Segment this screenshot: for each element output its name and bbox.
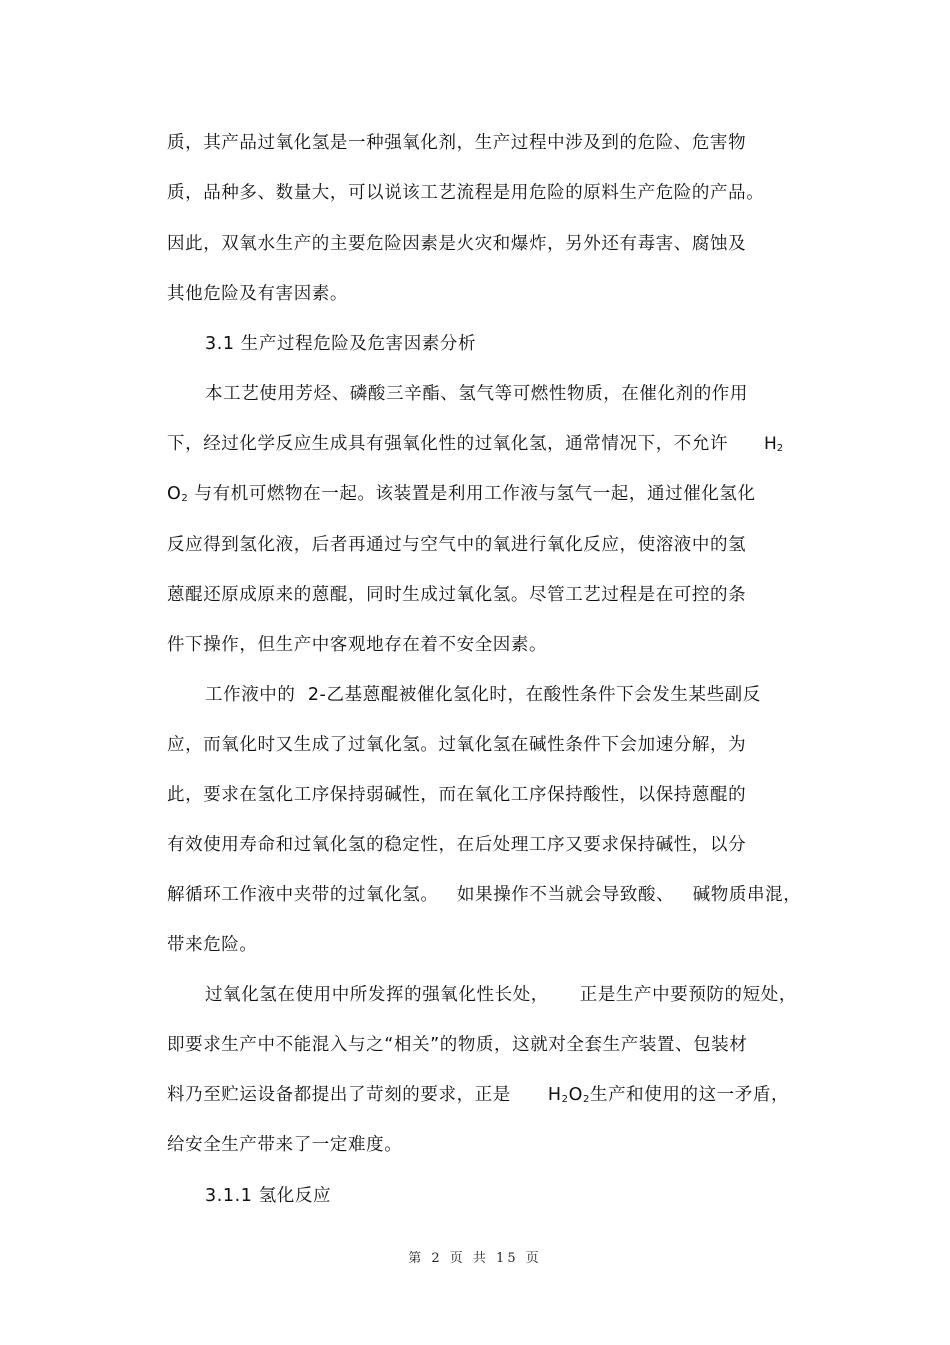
text-line: 给安全生产带来了一定难度。 (167, 1135, 403, 1155)
text-line: 工作液中的 2-乙基蒽醌被催化氢化时，在酸性条件下会发生某些副反 (205, 685, 761, 705)
text-line-with-formula: $O_2$ 与有机可燃物在一起。该装置是利用工作液与氢气一起，通过催化氢化 (167, 484, 756, 504)
section-heading-3-1: 3.1 生产过程危险及危害因素分析 (205, 334, 477, 354)
text-line: 解循环工作液中夹带的过氧化氢。 如果操作不当就会导致酸、 碱物质串混， (167, 885, 802, 905)
text-line-with-formula: 料乃至贮运设备都提出了苛刻的要求，正是 $H_2O_2$生产和使用的这一矛盾， (167, 1085, 790, 1105)
formula-h2o2: $H_2O_2$ (547, 1085, 590, 1105)
formula-h2-fragment: $H_2$ (764, 434, 784, 454)
text-line: 件下操作，但生产中客观地存在着不安全因素。 (167, 635, 548, 655)
text-line: 蒽醌还原成原来的蒽醌，同时生成过氧化氢。尽管工艺过程是在可控的条 (167, 585, 747, 605)
section-heading-3-1-1: 3.1.1 氢化反应 (205, 1186, 332, 1206)
page-number-footer: 第 2 页 共 15 页 (408, 1251, 542, 1266)
text-line: 反应得到氢化液，后者再通过与空气中的氧进行氧化反应，使溶液中的氢 (167, 535, 747, 555)
text-line: 即要求生产中不能混入与之“相关”的物质，这就对全套生产装置、包装材 (167, 1035, 748, 1055)
text-line: 带来危险。 (167, 935, 258, 955)
text-line: 质，品种多、数量大，可以说该工艺流程是用危险的原料生产危险的产品。 (167, 183, 765, 203)
text-line: 质，其产品过氧化氢是一种强氧化剂，生产过程中涉及到的危险、危害物 (167, 133, 747, 153)
text-line: 下，经过化学反应生成具有强氧化性的过氧化氢，通常情况下，不允许 (167, 434, 729, 454)
text-line: 因此，双氧水生产的主要危险因素是火灾和爆炸，另外还有毒害、腐蚀及 (167, 234, 747, 254)
text-line: 应，而氧化时又生成了过氧化氢。过氧化氢在碱性条件下会加速分解，为 (167, 735, 747, 755)
text-line: 有效使用寿命和过氧化氢的稳定性，在后处理工序又要求保持碱性，以分 (167, 835, 747, 855)
text-line: 本工艺使用芳烃、磷酸三辛酯、氢气等可燃性物质，在催化剂的作用 (205, 384, 748, 404)
formula-o2-fragment: $O_2$ (167, 484, 189, 504)
text-line: 过氧化氢在使用中所发挥的强氧化性长处， 正是生产中要预防的短处， (205, 985, 797, 1005)
text-line: 此，要求在氢化工序保持弱碱性，而在氧化工序保持酸性，以保持蒽醌的 (167, 785, 747, 805)
text-line: 其他危险及有害因素。 (167, 284, 348, 304)
